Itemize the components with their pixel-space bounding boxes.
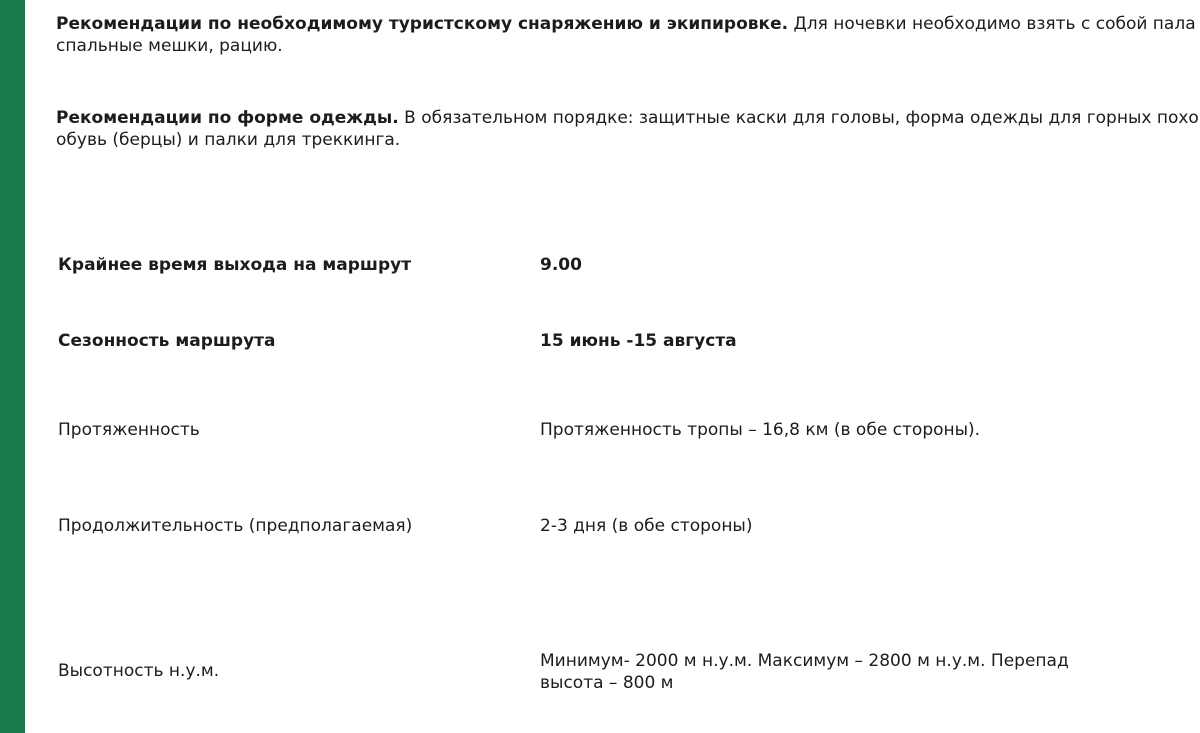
clothing-recommendations (56, 107, 1200, 151)
row-value (540, 515, 1120, 537)
row-label: Высотность н.у.м. (58, 661, 220, 681)
row-value-line: Протяженность тропы – 16,8 км (в обе стороны). (540, 420, 981, 440)
row-value-line: высота – 800 м (540, 673, 674, 693)
left-accent-bar (0, 0, 25, 733)
clothing-title: Рекомендации по форме одежды. (56, 108, 399, 128)
row-label: Продолжительность (предполагаемая) (58, 516, 413, 536)
equipment-recommendations (56, 13, 1200, 57)
row-value (540, 254, 1120, 276)
row-label: Сезонность маршрута (58, 331, 276, 351)
clothing-text-line2: обувь (берцы) и палки для треккинга. (56, 130, 401, 150)
equipment-text-line1: Для ночевки необходимо взять с собой пала (793, 14, 1196, 34)
equipment-title: Рекомендации по необходимому туристскому снаряжению и экипировке. (56, 14, 789, 34)
row-label: Протяженность (58, 420, 200, 440)
row-value (540, 330, 1120, 352)
clothing-text-line1: В обязательном порядке: защитные каски для головы, форма одежды для горных похо (404, 108, 1199, 128)
row-value-line: 9.00 (540, 255, 582, 275)
row-value (540, 419, 1120, 441)
row-value-line: Минимум- 2000 м н.у.м. Максимум – 2800 м н.у.м. Перепад (540, 651, 1069, 671)
equipment-text-line2: спальные мешки, рацию. (56, 36, 283, 56)
row-label: Крайнее время выхода на маршрут (58, 255, 412, 275)
row-value-line: 15 июнь -15 августа (540, 331, 737, 351)
row-value-line: 2-3 дня (в обе стороны) (540, 516, 753, 536)
page-content (56, 0, 1200, 733)
row-value (540, 650, 1120, 694)
